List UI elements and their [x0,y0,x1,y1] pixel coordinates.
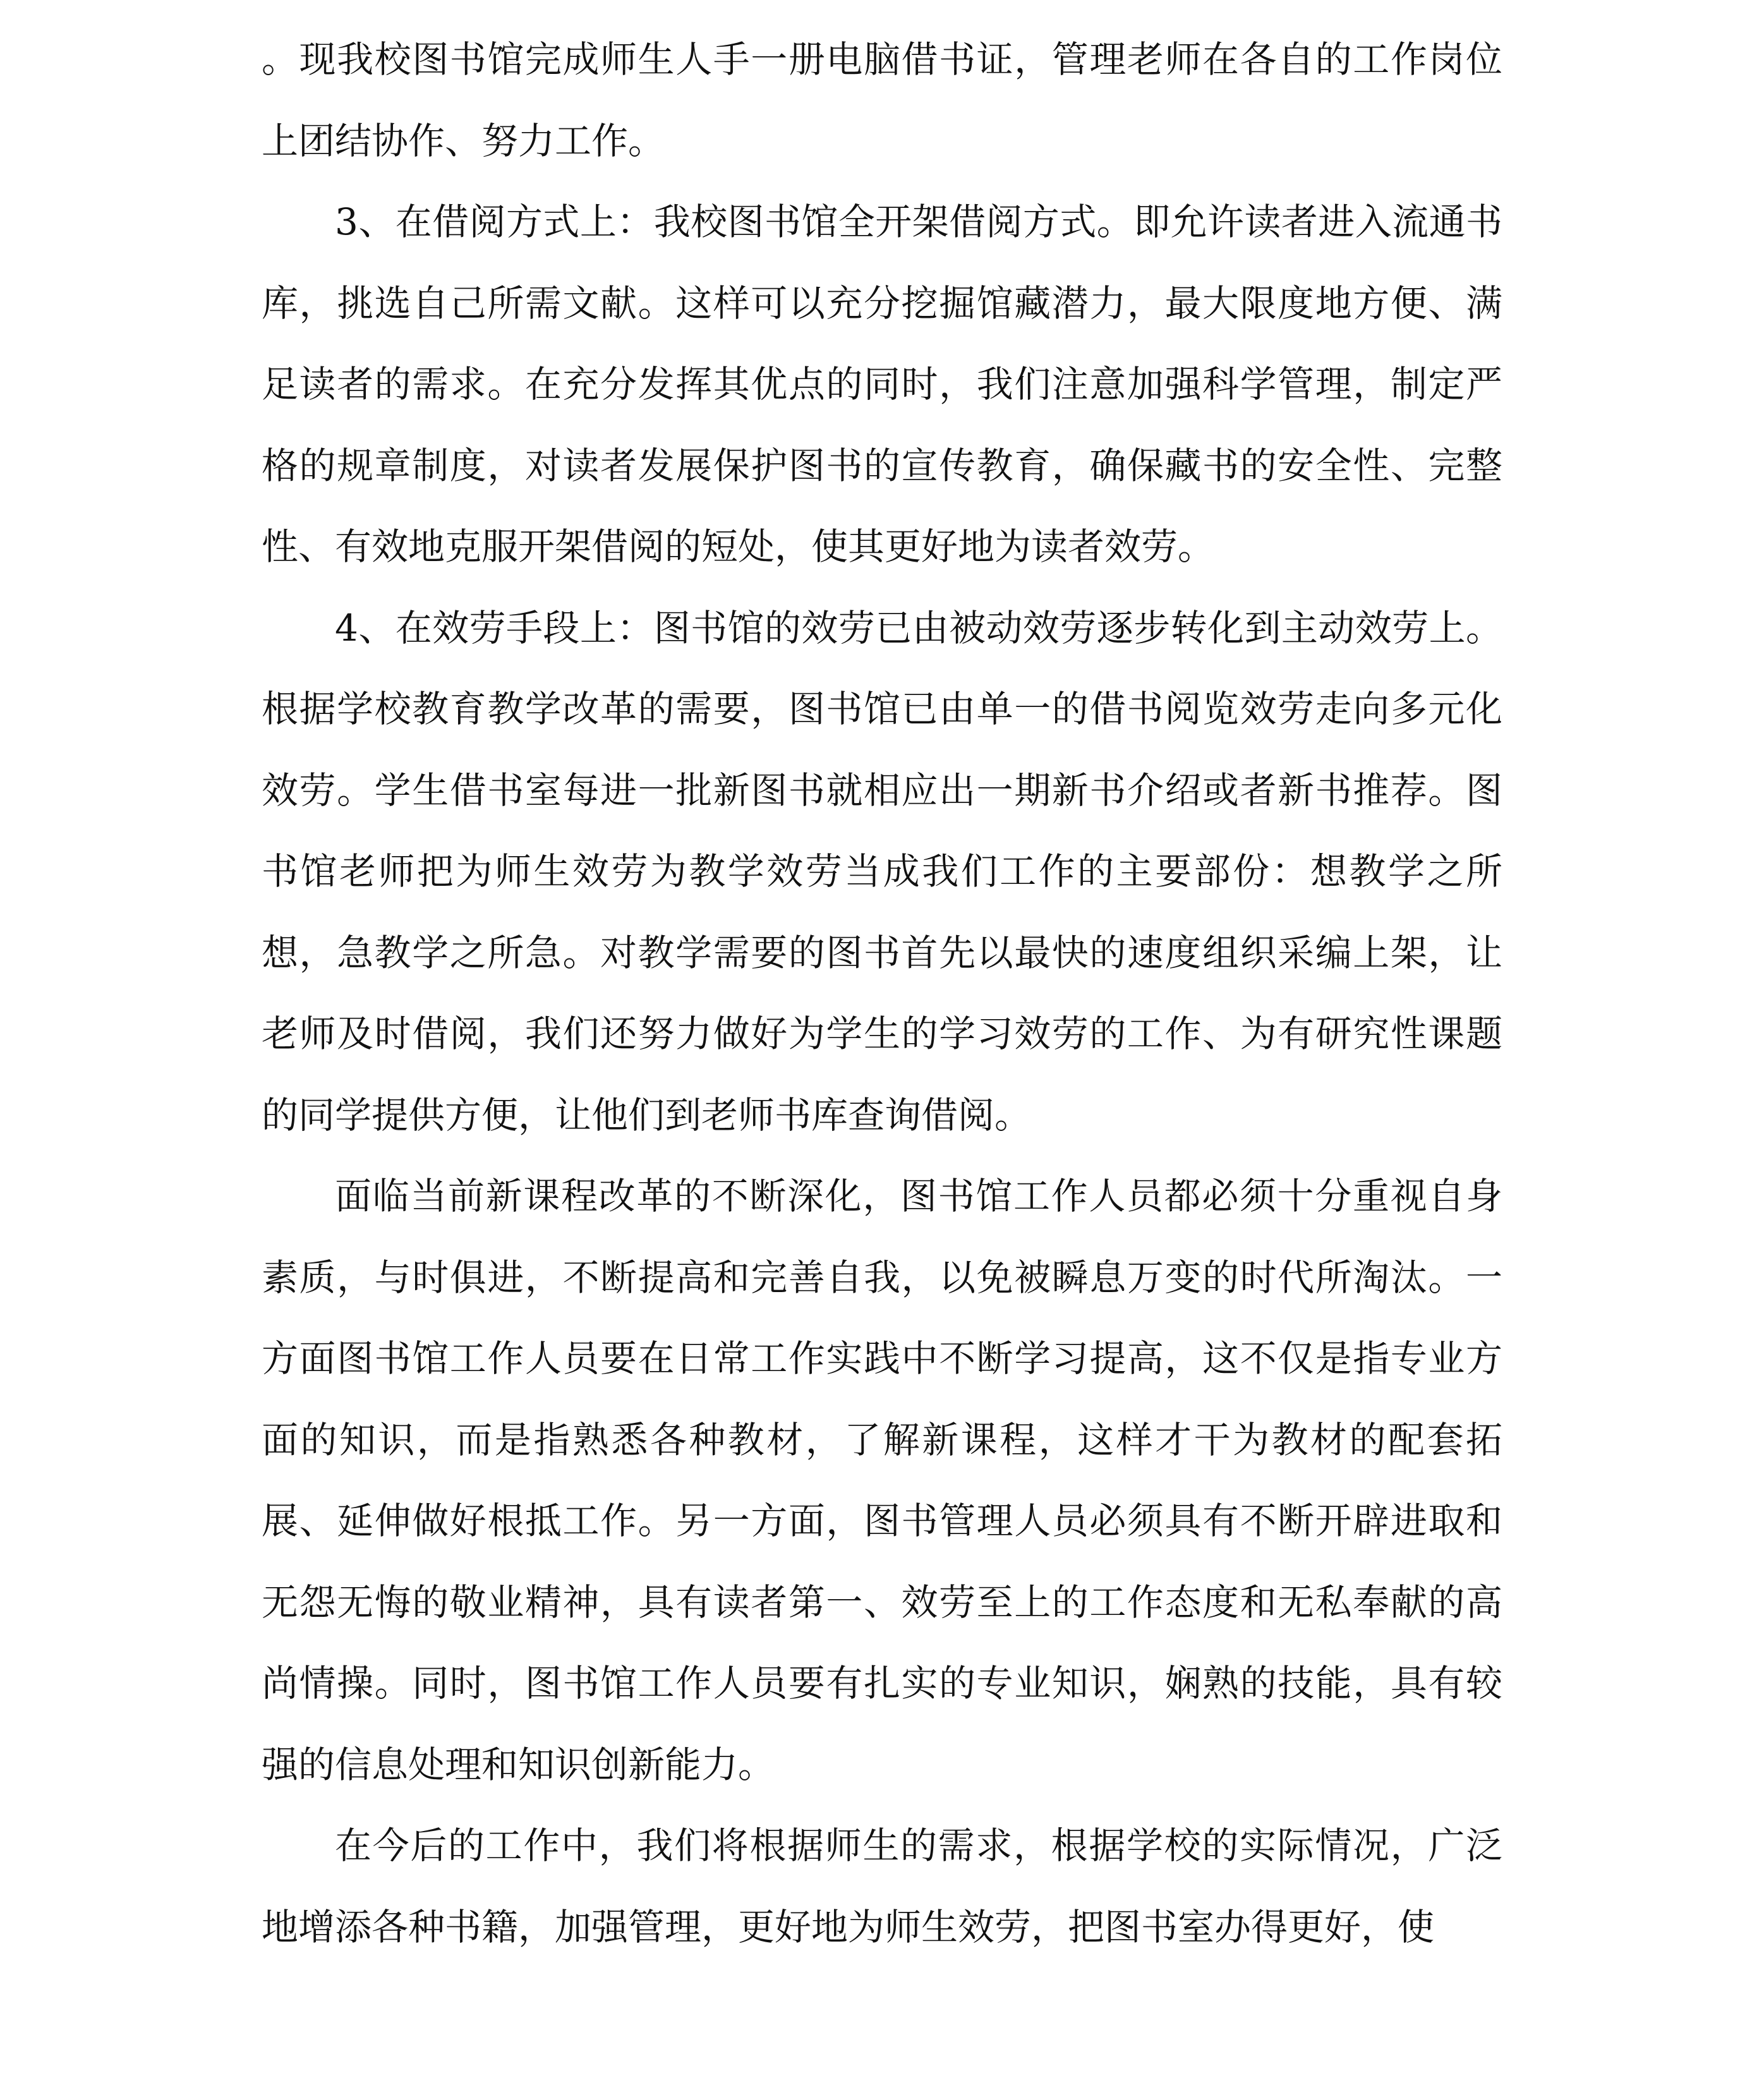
paragraph-future-work: 在今后的工作中，我们将根据师生的需求，根据学校的实际情况，广泛地增添各种书籍，加强管理，更好地为师生效劳，把图书室办得更好，使 [262,1824,1502,1949]
paragraph-continuation: 。现我校图书馆完成师生人手一册电脑借书证，管理老师在各自的工作岗位上团结协作、努力工作。 [262,38,1502,162]
paragraph-borrowing-method: 3、在借阅方式上：我校图书馆全开架借阅方式。即允许读者进入流通书库，挑选自己所需文献。这样可以充分挖掘馆藏潜力，最大限度地方便、满足读者的需求。在充分发挥其优点的同时，我们注意加强科学管理，制定严格的规章制度，对读者发展保护图书的宣传教育，确保藏书的安全性、完整性、有效地克服开架借阅的短处，使其更好地为读者效劳。 [262,200,1502,568]
paragraph-staff-quality: 面临当前新课程改革的不断深化，图书馆工作人员都必须十分重视自身素质，与时俱进，不断提高和完善自我，以免被瞬息万变的时代所淘汰。一方面图书馆工作人员要在日常工作实践中不断学习提高，这不仅是指专业方面的知识，而是指熟悉各种教材，了解新课程，这样才干为教材的配套拓展、延伸做好根抵工作。另一方面，图书管理人员必须具有不断开辟进取和无怨无悔的敬业精神，具有读者第一、效劳至上的工作态度和无私奉献的高尚情操。同时，图书馆工作人员要有扎实的专业知识，娴熟的技能，具有较强的信息处理和知识创新能力。 [262,1175,1502,1786]
document-page [262,19,1502,1967]
paragraph-service-means: 4、在效劳手段上：图书馆的效劳已由被动效劳逐步转化到主动效劳上。根据学校教育教学改革的需要，图书馆已由单一的借书阅览效劳走向多元化效劳。学生借书室每进一批新图书就相应出一期新书介绍或者新书推荐。图书馆老师把为师生效劳为教学效劳当成我们工作的主要部份：想教学之所想，急教学之所急。对教学需要的图书首先以最快的速度组织采编上架，让老师及时借阅，我们还努力做好为学生的学习效劳的工作、为有研究性课题的同学提供方便，让他们到老师书库查询借阅。 [262,606,1502,1137]
